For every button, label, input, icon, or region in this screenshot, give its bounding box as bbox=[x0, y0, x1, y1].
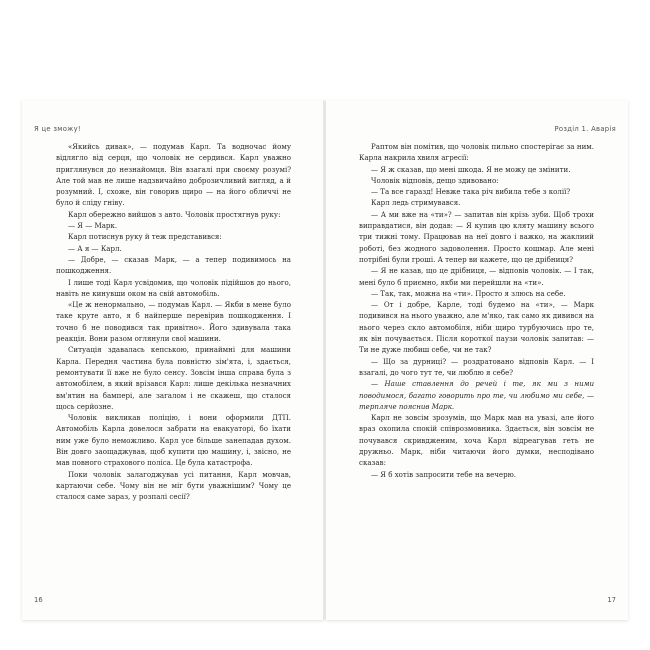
paragraph: — Так, так, можна на «ти». Просто я злюсь на себе. bbox=[371, 288, 566, 298]
paragraph: Поки чоловік залагоджував усі питання, Карл мовчав, картаючи себе. Чому він не міг бути уважнішим? Чому це сталося саме зараз, у розпалі сесії? bbox=[56, 469, 291, 502]
page-number-right: 17 bbox=[607, 596, 616, 604]
paragraph: Чоловік відповів, дещо здивовано: bbox=[371, 175, 499, 185]
paragraph: Чоловік викликав поліцію, і вони оформили ДТП. Автомобіль Карла довелося забрати на евакуаторі, бо їхати ним уже було неможливо. Карл усе більше занепадав духом. Він довго заощаджував, щоб купити цю машину, і, звісно, не мав повного страхового поліса. Це була катастрофа. bbox=[56, 413, 291, 468]
paragraph: Ситуація здавалась кепською, принаймні для машини Карла. Передня частина була повністю зім'ята, і, здається, ремонтувати її вже не було сенсу. Зовсім інша справа була з автомобілем, в який врізався Карл: лише декілька незначних вм'ятин на бампері, але загалом і не скажеш, що сталося щось серйозне. bbox=[56, 345, 291, 411]
paragraph: Карл обережно вийшов з авто. Чоловік простягнув руку: bbox=[68, 209, 281, 219]
paragraph: — А ми вже на «ти»? — запитав він крізь зуби. Щоб трохи виправдатися, він додав: — Я купив цю кляту машину всього три тижні тому. Працював на неї довго і важко, на жаклиий роботі, без жодного задоволення. Просто кошмар. Але мені потрібні були гроші. А тепер ви кажете, що це дрібниця? bbox=[359, 209, 594, 264]
paragraph: І лише тоді Карл усвідомив, що чоловік підійшов до нього, навіть не кинувши оком на свій автомобіль. bbox=[56, 277, 291, 298]
paragraph: — Я б хотів запросити тебе на вечерю. bbox=[371, 469, 516, 479]
paragraph: Раптом він помітив, що чоловік пильно спостерігає за ним. Карла накрила хвиля агресії: bbox=[359, 142, 594, 163]
paragraph: — Та все гаразд! Невже така річ вибила тебе з колії? bbox=[371, 187, 571, 197]
paragraph: — Що за дурниці? — роздратовано відповів Карл. — І взагалі, до чого тут те, чи люблю я себе? bbox=[359, 356, 594, 377]
paragraph: — Я — Марк. bbox=[68, 221, 118, 231]
paragraph: «Якийсь дивак», — подумав Карл. Та водночас йому відлягло від серця, що чоловік не сердився. Карл уважно приглянувся до незнайомця. Він взагалі при своєму розумі? Але той мав не лише надзвичайно доброзичливий вигляд, а й розумний. І, схоже, він говорив щиро — на його обличчі не було й сліду гніву. bbox=[56, 142, 291, 208]
paragraph: Карл не зовсім зрозумів, що Марк мав на увазі, але його враз охопила спокій співрозмовника. Здається, він зовсім не почувався скривдженим, хоча Карл відреагував геть не дружньо. Марк, ніби читаючи його думки, несподівано сказав: bbox=[359, 413, 594, 468]
paragraph: — Я не казав, що це дрібниця, — відповів чоловік. — І так, мені було б приємно, якби ми перейшли на «ти». bbox=[359, 266, 594, 287]
paragraph: — А я — Карл. bbox=[68, 243, 122, 253]
paragraph: — Добре, — сказав Марк, — а тепер подивимось на пошкодження. bbox=[56, 254, 291, 276]
left-page-text bbox=[56, 141, 291, 503]
running-head-left: Я це зможу! bbox=[34, 125, 81, 133]
paragraph: — Я ж сказав, що мені шкода. Я не можу це змінити. bbox=[371, 164, 571, 174]
running-head-right: Розділ 1. Аварія bbox=[554, 125, 616, 133]
paragraph: Карл ледь стримувався. bbox=[371, 198, 461, 208]
right-page-text bbox=[359, 141, 594, 480]
paragraph: Карл потиснув руку й теж представився: bbox=[68, 232, 222, 242]
left-page bbox=[22, 100, 324, 620]
paragraph: — От і добре, Карле, тоді будемо на «ти», — Марк подивився на нього уважно, але м'яко, так само як дивився на нього через скло автомобіля, ніби щиро турбуючись про те, як він почувається. Після короткої паузи чоловік запитав: — Ти не дуже любиш себе, чи не так? bbox=[359, 300, 594, 355]
paragraph-italic-quote: — Наше ставлення до речей і те, як ми з ними поводимося, багато говорить про те, чи любимо ми себе, — терпляче пояснив Марк. bbox=[359, 379, 594, 411]
right-page bbox=[326, 100, 628, 620]
page-number-left: 16 bbox=[34, 596, 43, 604]
paragraph: «Це ж ненормально, — подумав Карл. — Якби в мене було таке круте авто, я б найперше перевірив пошкодження. І точно б не поводився так привітно». Його здивувала така реакція. Вони разом оглянули свої машини. bbox=[56, 300, 291, 344]
